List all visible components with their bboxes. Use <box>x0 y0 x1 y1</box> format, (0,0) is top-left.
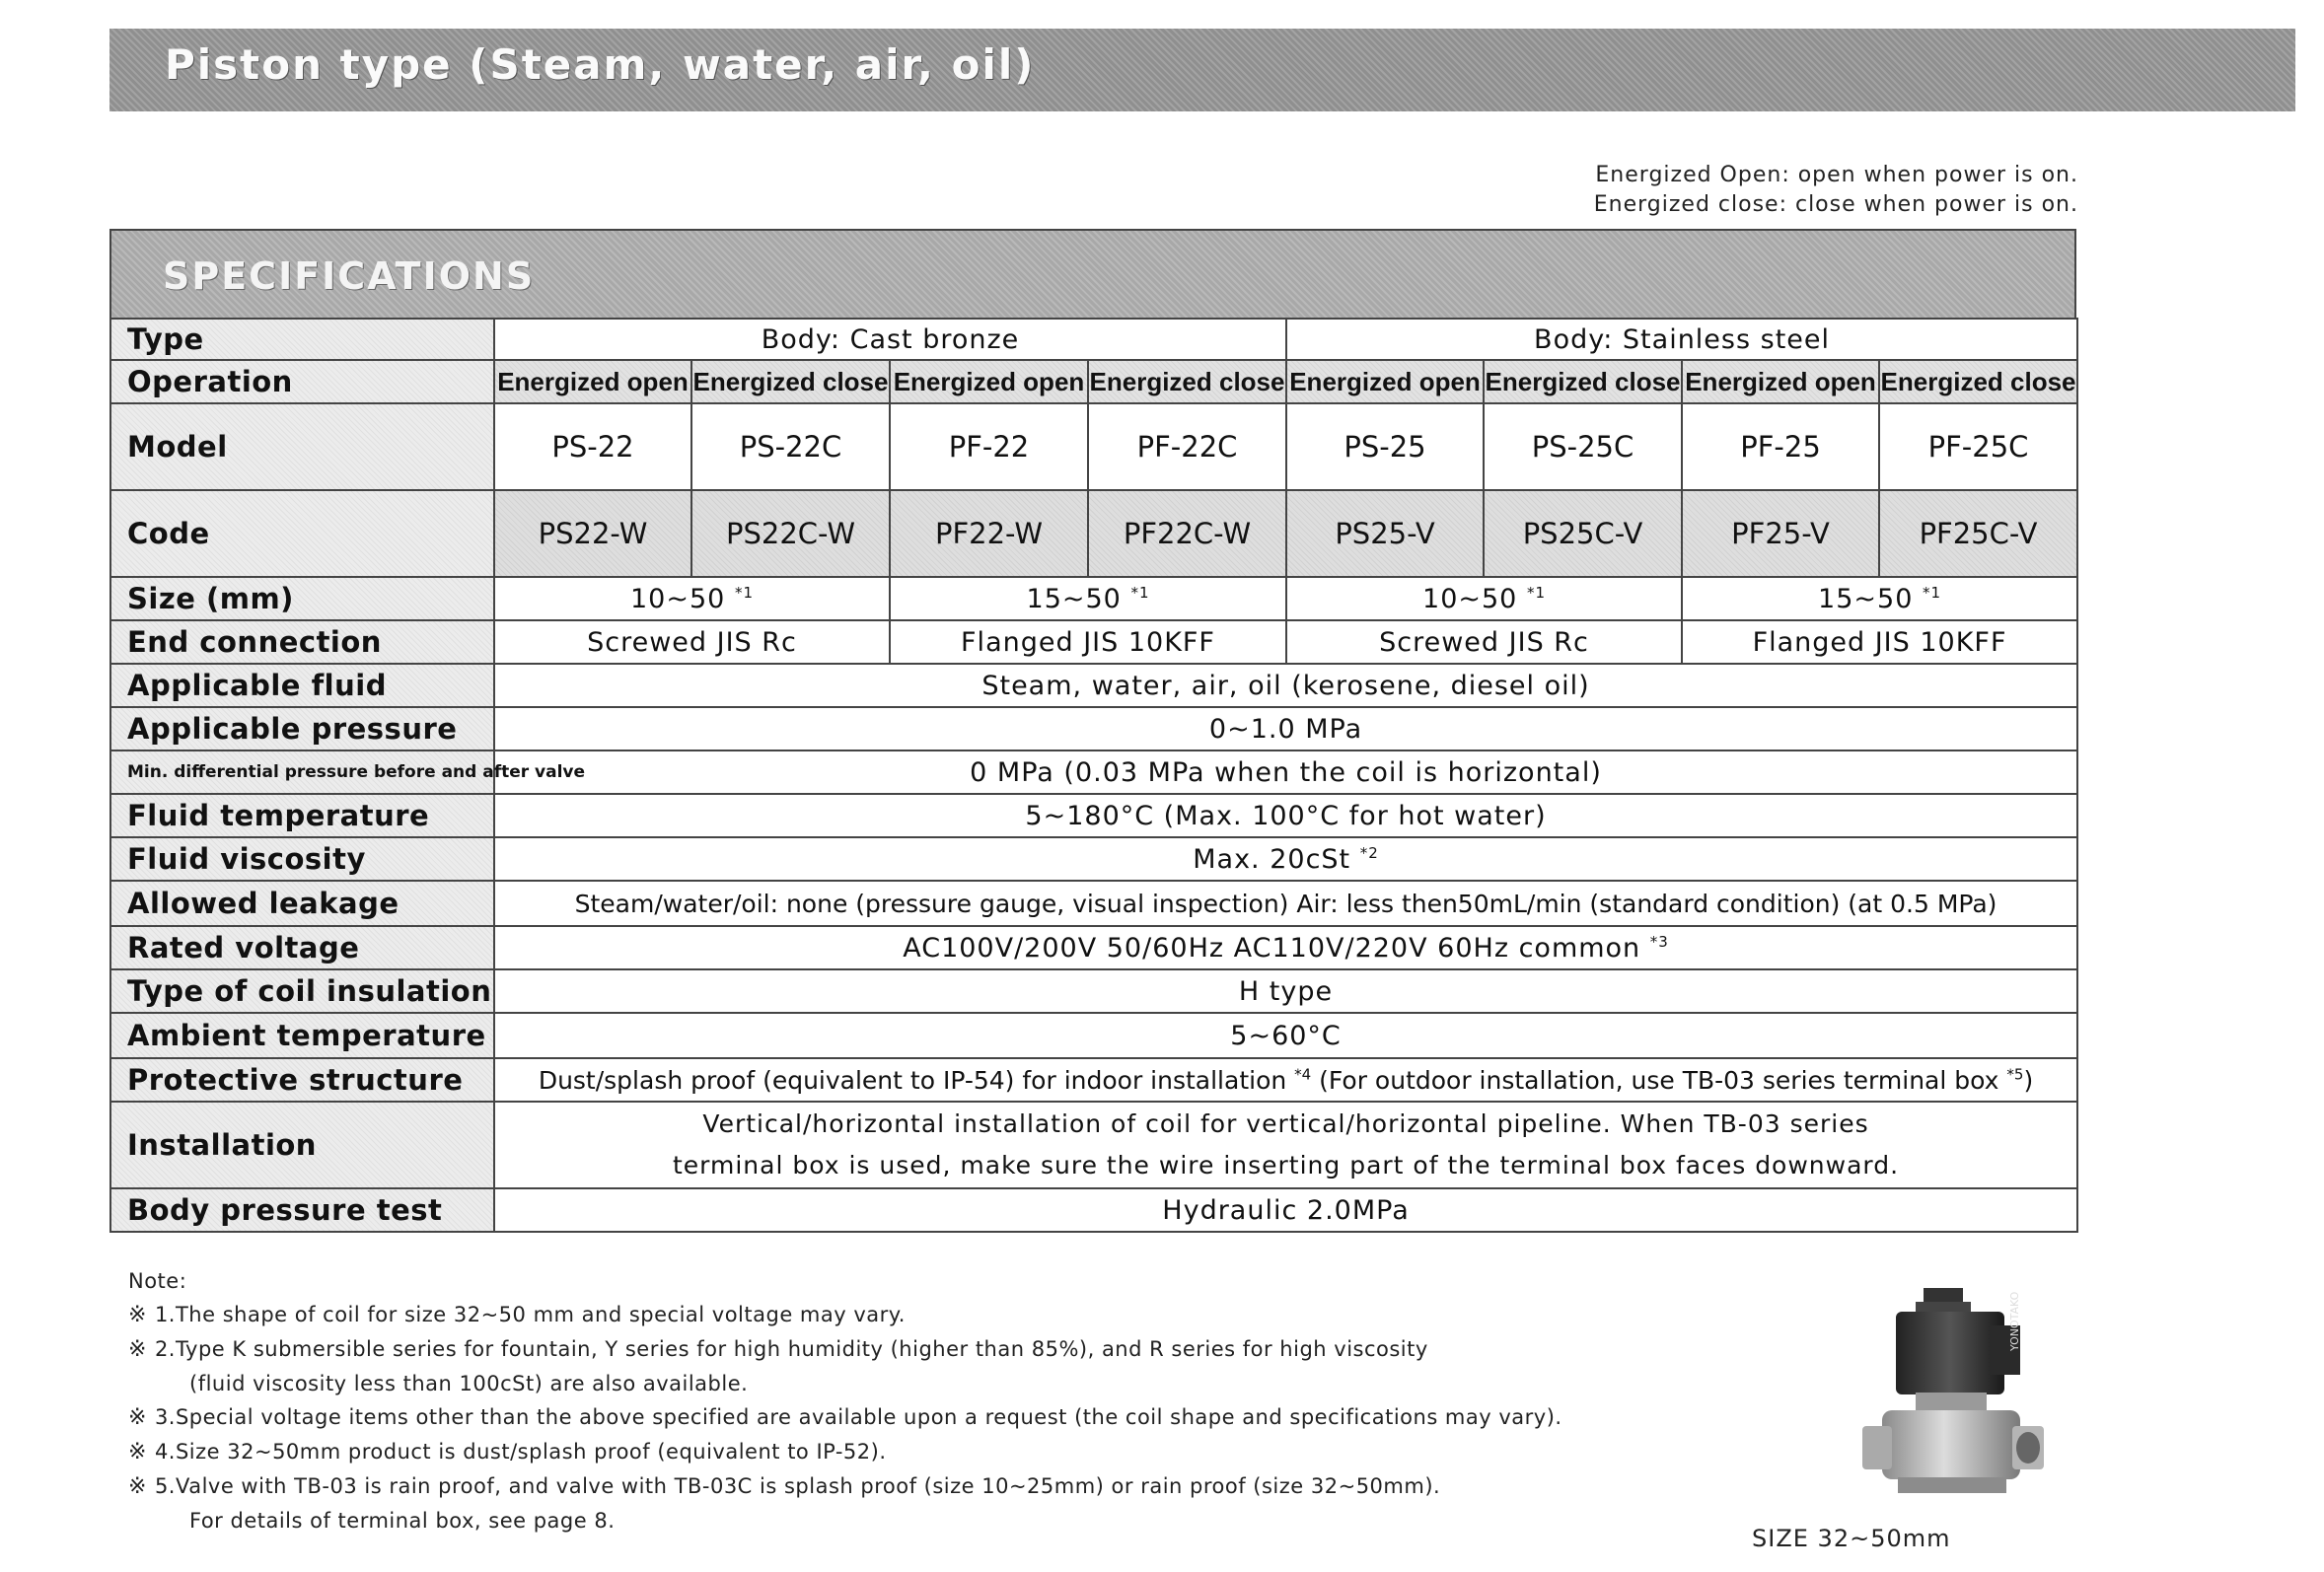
label-fluid: Applicable fluid <box>110 664 494 707</box>
label-model: Model <box>110 403 494 490</box>
note-ref: *2 <box>1359 843 1379 862</box>
note-item <box>128 1435 1562 1469</box>
size-value: 10~50 <box>1422 583 1518 614</box>
row-voltage <box>110 926 2077 969</box>
product-caption: SIZE 32~50mm <box>1752 1525 1951 1552</box>
note-ref: *1 <box>734 583 754 602</box>
note-item <box>128 1298 1562 1332</box>
leakage-value: Steam/water/oil: none (pressure gauge, visual inspection) Air: less then50mL/min (standard condition) (at 0.5 MPa) <box>494 881 2077 926</box>
end-connection-cell: Screwed JIS Rc <box>1286 620 1682 664</box>
row-viscosity <box>110 837 2077 881</box>
code-cell: PS25C-V <box>1484 490 1682 577</box>
size-value: 15~50 <box>1026 583 1122 614</box>
note-item <box>128 1469 1562 1504</box>
note-ref: *1 <box>1130 583 1150 602</box>
protective-cell <box>494 1058 2077 1102</box>
size-value: 15~50 <box>1818 583 1914 614</box>
installation-line: terminal box is used, make sure the wire inserting part of the terminal box faces downward. <box>672 1151 1900 1179</box>
label-ambient: Ambient temperature <box>110 1013 494 1058</box>
note-continuation: For details of terminal box, see page 8. <box>189 1509 616 1533</box>
operation-cell: Energized close <box>1088 360 1286 403</box>
reference-mark-icon: ※ <box>128 1303 147 1327</box>
row-code <box>110 490 2077 577</box>
note-continuation: (fluid viscosity less than 100cSt) are also available. <box>189 1372 749 1395</box>
solenoid-valve-image <box>1854 1282 2052 1519</box>
legend-open: Energized Open: open when power is on. <box>1595 163 2078 187</box>
end-connection-cell: Flanged JIS 10KFF <box>1682 620 2077 664</box>
voltage-cell <box>494 926 2077 969</box>
size-cell <box>1286 577 1682 620</box>
model-cell: PS-22C <box>691 403 890 490</box>
code-cell: PF25C-V <box>1879 490 2077 577</box>
viscosity-value: Max. 20cSt <box>1193 843 1351 875</box>
viscosity-cell <box>494 837 2077 881</box>
notes-heading: Note: <box>128 1269 187 1293</box>
row-installation <box>110 1102 2077 1188</box>
row-coil-insulation <box>110 969 2077 1013</box>
note-item <box>128 1400 1562 1435</box>
row-fluid <box>110 664 2077 707</box>
operation-cell: Energized close <box>1879 360 2077 403</box>
row-leakage <box>110 881 2077 926</box>
operation-cell: Energized open <box>494 360 691 403</box>
min-diff-value: 0 MPa (0.03 MPa when the coil is horizontal) <box>494 750 2077 794</box>
fluid-value: Steam, water, air, oil (kerosene, diesel oil) <box>494 664 2077 707</box>
label-type: Type <box>110 319 494 360</box>
model-cell: PF-25 <box>1682 403 1879 490</box>
code-cell: PS22C-W <box>691 490 890 577</box>
code-cell: PS22-W <box>494 490 691 577</box>
protective-text: ) <box>2023 1065 2034 1095</box>
label-pressure: Applicable pressure <box>110 707 494 750</box>
label-code: Code <box>110 490 494 577</box>
size-cell <box>494 577 890 620</box>
label-end-connection: End connection <box>110 620 494 664</box>
code-cell: PF22C-W <box>1088 490 1286 577</box>
model-cell: PS-25 <box>1286 403 1484 490</box>
row-operation <box>110 360 2077 403</box>
operation-cell: Energized open <box>890 360 1088 403</box>
label-viscosity: Fluid viscosity <box>110 837 494 881</box>
model-cell: PS-22 <box>494 403 691 490</box>
model-cell: PF-22C <box>1088 403 1286 490</box>
model-cell: PF-25C <box>1879 403 2077 490</box>
note-ref: *1 <box>1922 583 1942 602</box>
code-cell: PF25-V <box>1682 490 1879 577</box>
page-title: Piston type (Steam, water, air, oil) <box>165 40 1036 89</box>
model-cell: PS-25C <box>1484 403 1682 490</box>
note-ref: *3 <box>1649 932 1669 951</box>
note-ref: *5 <box>2006 1065 2024 1084</box>
size-cell <box>890 577 1286 620</box>
ambient-value: 5~60°C <box>494 1013 2077 1058</box>
product-brand: YONOTAKO <box>2008 1291 2021 1351</box>
operation-cell: Energized close <box>691 360 890 403</box>
operation-cell: Energized open <box>1286 360 1484 403</box>
note-text: 5.Valve with TB-03 is rain proof, and valve with TB-03C is splash proof (size 10~25mm) or rain proof (size 32~50mm). <box>154 1474 1441 1498</box>
row-end-connection <box>110 620 2077 664</box>
size-value: 10~50 <box>630 583 726 614</box>
reference-mark-icon: ※ <box>128 1440 147 1465</box>
label-installation: Installation <box>110 1102 494 1188</box>
model-cell: PF-22 <box>890 403 1088 490</box>
operation-cell: Energized open <box>1682 360 1879 403</box>
note-ref: *4 <box>1294 1065 1312 1084</box>
label-fluid-temp: Fluid temperature <box>110 794 494 837</box>
operation-cell: Energized close <box>1484 360 1682 403</box>
specifications-table <box>109 318 2078 1233</box>
row-protective <box>110 1058 2077 1102</box>
reference-mark-icon: ※ <box>128 1405 147 1430</box>
note-text: 4.Size 32~50mm product is dust/splash proof (equivalent to IP-52). <box>154 1440 887 1464</box>
label-voltage: Rated voltage <box>110 926 494 969</box>
body-stainless-steel: Body: Stainless steel <box>1286 319 2077 360</box>
specifications-heading: SPECIFICATIONS <box>163 254 536 298</box>
body-test-value: Hydraulic 2.0MPa <box>494 1188 2077 1232</box>
label-size: Size (mm) <box>110 577 494 620</box>
row-type <box>110 319 2077 360</box>
end-connection-cell: Flanged JIS 10KFF <box>890 620 1286 664</box>
note-text: 3.Special voltage items other than the above specified are available upon a request (the coil shape and specifications may vary). <box>154 1405 1562 1429</box>
coil-insulation-value: H type <box>494 969 2077 1013</box>
voltage-value: AC100V/200V 50/60Hz AC110V/220V 60Hz common <box>903 932 1641 964</box>
row-model <box>110 403 2077 490</box>
note-text: 2.Type K submersible series for fountain, Y series for high humidity (higher than 85%), and R series for high viscosity <box>154 1337 1428 1361</box>
label-leakage: Allowed leakage <box>110 881 494 926</box>
row-body-test <box>110 1188 2077 1232</box>
label-operation: Operation <box>110 360 494 403</box>
label-coil-insulation: Type of coil insulation <box>110 969 494 1013</box>
operation-legend <box>1594 161 2078 220</box>
row-fluid-temp <box>110 794 2077 837</box>
row-min-diff <box>110 750 2077 794</box>
specifications-section <box>109 229 2076 1233</box>
row-ambient <box>110 1013 2077 1058</box>
row-pressure <box>110 707 2077 750</box>
note-text: 1.The shape of coil for size 32~50 mm and special voltage may vary. <box>154 1303 906 1326</box>
size-cell <box>1682 577 2077 620</box>
specifications-header <box>109 229 2076 318</box>
pressure-value: 0~1.0 MPa <box>494 707 2077 750</box>
installation-line: Vertical/horizontal installation of coil for vertical/horizontal pipeline. When TB-03 series <box>702 1109 1869 1138</box>
end-connection-cell: Screwed JIS Rc <box>494 620 890 664</box>
notes-section <box>128 1264 1562 1537</box>
reference-mark-icon: ※ <box>128 1337 147 1362</box>
code-cell: PS25-V <box>1286 490 1484 577</box>
fluid-temp-value: 5~180°C (Max. 100°C for hot water) <box>494 794 2077 837</box>
reference-mark-icon: ※ <box>128 1474 147 1499</box>
installation-cell <box>494 1102 2077 1188</box>
note-item <box>128 1332 1562 1367</box>
title-banner <box>109 29 2295 111</box>
protective-text: (For outdoor installation, use TB-03 series terminal box <box>1319 1065 1999 1095</box>
label-min-diff: Min. differential pressure before and after valve <box>110 750 494 794</box>
note-ref: *1 <box>1526 583 1546 602</box>
protective-text: Dust/splash proof (equivalent to IP-54) for indoor installation <box>538 1065 1287 1095</box>
code-cell: PF22-W <box>890 490 1088 577</box>
row-size <box>110 577 2077 620</box>
body-cast-bronze: Body: Cast bronze <box>494 319 1286 360</box>
label-body-test: Body pressure test <box>110 1188 494 1232</box>
legend-close: Energized close: close when power is on. <box>1593 192 2078 217</box>
label-protective: Protective structure <box>110 1058 494 1102</box>
